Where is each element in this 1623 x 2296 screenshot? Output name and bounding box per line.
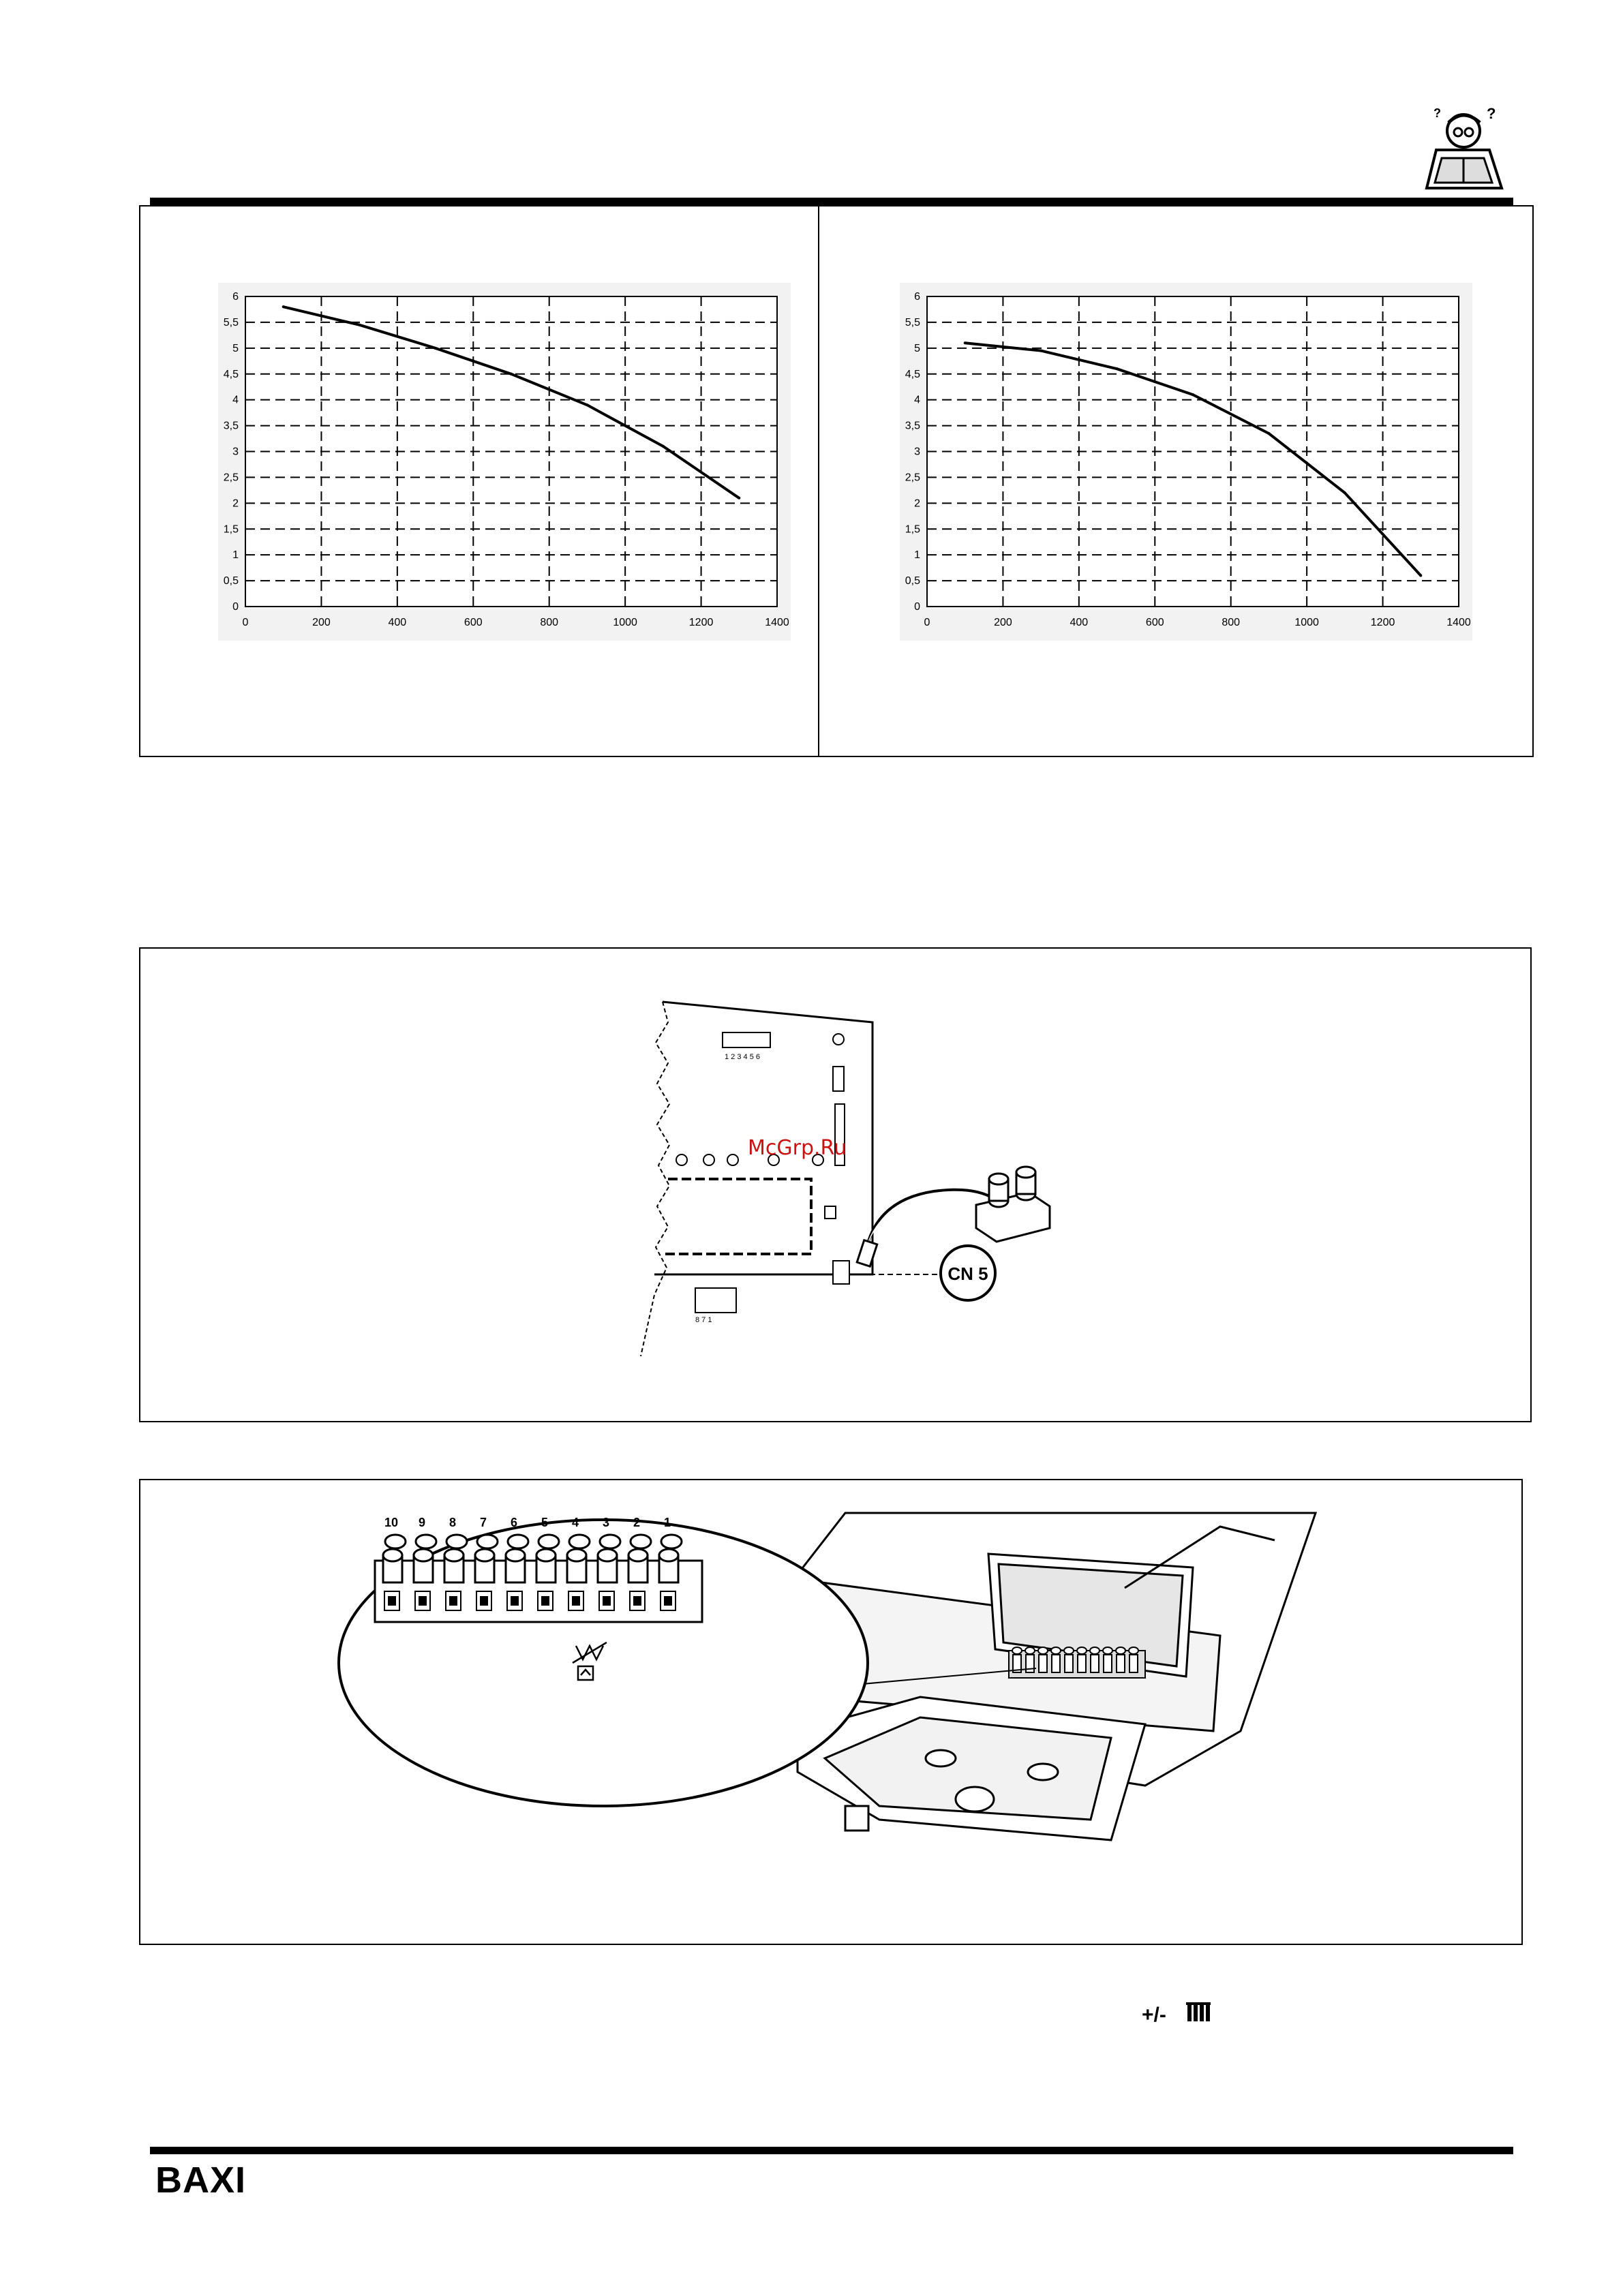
pump-curve-point bbox=[1116, 367, 1119, 370]
terminal-screw-top bbox=[446, 1535, 467, 1548]
housing-terminal-screw bbox=[1064, 1647, 1074, 1654]
pump-curve-point bbox=[282, 305, 285, 308]
pump-curve-point bbox=[434, 347, 437, 350]
terminal-wire-hole bbox=[572, 1596, 580, 1606]
terminal-wire-hole bbox=[388, 1596, 396, 1606]
x-tick-label: 800 bbox=[540, 617, 559, 628]
terminal-wire-hole bbox=[419, 1596, 427, 1606]
pump-curve-point bbox=[662, 445, 665, 448]
pcb-chip-outline bbox=[661, 1179, 811, 1254]
terminal-number: 9 bbox=[418, 1516, 426, 1529]
pcb-component bbox=[727, 1154, 738, 1165]
x-tick-label: 200 bbox=[312, 617, 331, 628]
terminal-wire-hole bbox=[511, 1596, 519, 1606]
pcb-lower-connector-label: 8 7 1 bbox=[695, 1316, 712, 1324]
pcb-torn-edge bbox=[641, 1002, 669, 1356]
cn5-connector bbox=[833, 1261, 849, 1284]
pump-curve-point bbox=[1040, 350, 1042, 352]
housing-terminal-screw bbox=[1116, 1647, 1125, 1654]
terminal-wire-hole bbox=[541, 1596, 549, 1606]
terminal-wire-hole bbox=[633, 1596, 641, 1606]
terminal-screw-head bbox=[628, 1549, 648, 1561]
x-tick-label: 1000 bbox=[1294, 617, 1319, 628]
pump-curve-point bbox=[510, 373, 513, 376]
terminal-wire-hole bbox=[664, 1596, 672, 1606]
terminal-screw-top bbox=[477, 1535, 498, 1548]
terminal-screw-top bbox=[600, 1535, 620, 1548]
y-tick-label: 4 bbox=[232, 394, 239, 406]
y-tick-label: 1,5 bbox=[223, 523, 239, 536]
housing-terminal-screw bbox=[1012, 1647, 1022, 1654]
pcb-lower-connector bbox=[695, 1288, 736, 1313]
terminal-number: 7 bbox=[479, 1516, 487, 1529]
x-tick-label: 400 bbox=[388, 617, 407, 628]
x-tick-label: 0 bbox=[924, 617, 930, 628]
housing-terminal-screw bbox=[1025, 1647, 1035, 1654]
terminal-screw-top bbox=[385, 1535, 406, 1548]
y-tick-label: 1,5 bbox=[905, 523, 920, 536]
baxi-logo: BAXI bbox=[155, 2160, 247, 2201]
header-rule bbox=[150, 198, 1513, 205]
pump-curves-divider bbox=[818, 205, 819, 757]
terminal-screw-head bbox=[567, 1549, 586, 1561]
x-tick-label: 400 bbox=[1070, 617, 1089, 628]
y-tick-label: 3 bbox=[914, 446, 920, 458]
x-tick-label: 1000 bbox=[613, 617, 637, 628]
terminal-screw-top bbox=[631, 1535, 651, 1548]
x-tick-label: 600 bbox=[1145, 617, 1164, 628]
housing-terminal-screw bbox=[1051, 1647, 1061, 1654]
terminal-screw-top bbox=[661, 1535, 682, 1548]
housing-terminal-body bbox=[1091, 1655, 1099, 1672]
watermark-text: McGrp.Ru bbox=[748, 1136, 847, 1160]
y-tick-label: 3,5 bbox=[223, 420, 239, 432]
housing-terminal-body bbox=[1039, 1655, 1047, 1672]
x-tick-label: 600 bbox=[464, 617, 483, 628]
terminal-screw-head bbox=[414, 1549, 433, 1561]
housing-terminal-body bbox=[1065, 1655, 1073, 1672]
pump-curve-point bbox=[1344, 491, 1346, 494]
y-tick-label: 5,5 bbox=[223, 316, 239, 328]
y-tick-label: 0,5 bbox=[905, 575, 920, 587]
terminal-screw-head bbox=[444, 1549, 464, 1561]
two-way-terminal-block bbox=[976, 1167, 1050, 1242]
y-tick-label: 0 bbox=[914, 601, 920, 613]
pcb-small-chip bbox=[825, 1206, 836, 1219]
terminal-screw-head bbox=[598, 1549, 617, 1561]
y-tick-label: 3,5 bbox=[905, 420, 920, 432]
y-tick-label: 3 bbox=[232, 446, 239, 458]
reading-engineer-icon bbox=[1421, 102, 1513, 198]
terminal-screw-top bbox=[539, 1535, 559, 1548]
terminal-screw-head bbox=[475, 1549, 494, 1561]
y-tick-label: 5 bbox=[232, 342, 239, 354]
svg-text:?: ? bbox=[1487, 105, 1496, 122]
terminal-number: 2 bbox=[633, 1516, 641, 1529]
pcb-mount-hole bbox=[833, 1034, 844, 1045]
y-tick-label: 4 bbox=[914, 394, 920, 406]
y-tick-label: 2,5 bbox=[905, 472, 920, 484]
pump-curve-chart-left bbox=[204, 276, 818, 647]
plus-minus-text: +/- bbox=[1142, 2004, 1166, 2026]
radiator-icon bbox=[1186, 2001, 1211, 2024]
y-tick-label: 0,5 bbox=[223, 575, 239, 587]
cn5-cable-plug bbox=[857, 1240, 877, 1267]
pcb-header-connector bbox=[723, 1032, 770, 1047]
y-tick-label: 4,5 bbox=[223, 368, 239, 380]
pump-curve-point bbox=[1192, 393, 1194, 396]
terminal-number: 10 bbox=[384, 1516, 399, 1529]
pcb-side-connector bbox=[833, 1067, 844, 1091]
y-tick-label: 5,5 bbox=[905, 316, 920, 328]
terminal-screw-head bbox=[383, 1549, 402, 1561]
y-tick-label: 1 bbox=[232, 549, 239, 562]
terminal-number: 8 bbox=[449, 1516, 457, 1529]
pcb-component bbox=[703, 1154, 714, 1165]
y-tick-label: 6 bbox=[914, 291, 920, 303]
housing-terminal-screw bbox=[1090, 1647, 1099, 1654]
x-tick-label: 1200 bbox=[688, 617, 714, 628]
terminal-screw-head bbox=[536, 1549, 556, 1561]
y-tick-label: 2,5 bbox=[223, 472, 239, 484]
housing-terminal-screw bbox=[1103, 1647, 1112, 1654]
housing-terminal-screw bbox=[1038, 1647, 1048, 1654]
terminal-screw-top bbox=[569, 1535, 590, 1548]
housing-terminal-screw bbox=[1129, 1647, 1138, 1654]
x-tick-label: 800 bbox=[1222, 617, 1241, 628]
svg-text:?: ? bbox=[1434, 106, 1441, 120]
cn5-label: CN 5 bbox=[947, 1264, 988, 1284]
terminal-number: 6 bbox=[510, 1516, 518, 1529]
pcb-header-pin-label: 1 2 3 4 5 6 bbox=[725, 1053, 760, 1061]
x-tick-label: 200 bbox=[994, 617, 1012, 628]
housing-terminal-body bbox=[1052, 1655, 1060, 1672]
terminal-number: 3 bbox=[602, 1516, 610, 1529]
pump-curve-point bbox=[964, 341, 967, 344]
pump-curve-point bbox=[586, 403, 588, 406]
y-tick-label: 6 bbox=[232, 291, 239, 303]
pump-curve-chart-right bbox=[886, 276, 1500, 647]
housing-terminal-screw bbox=[1077, 1647, 1087, 1654]
y-tick-label: 2 bbox=[914, 498, 920, 510]
pump-curve-point bbox=[738, 497, 740, 500]
x-tick-label: 0 bbox=[242, 617, 249, 628]
terminal-wire-hole bbox=[480, 1596, 488, 1606]
terminal-block-diagram bbox=[320, 1499, 1397, 1922]
footer-rule bbox=[150, 2147, 1513, 2154]
y-tick-label: 1 bbox=[914, 549, 920, 562]
terminal-wire-hole bbox=[449, 1596, 457, 1606]
pcb-component bbox=[676, 1154, 687, 1165]
terminal-screw-head bbox=[659, 1549, 678, 1561]
y-tick-label: 2 bbox=[232, 498, 239, 510]
housing-terminal-body bbox=[1078, 1655, 1086, 1672]
terminal-number: 5 bbox=[541, 1516, 549, 1529]
pcb-wiring-diagram bbox=[613, 975, 1091, 1370]
terminal-wire-hole bbox=[603, 1596, 611, 1606]
housing-terminal-body bbox=[1104, 1655, 1112, 1672]
terminal-screw-head bbox=[506, 1549, 525, 1561]
terminal-number: 1 bbox=[663, 1516, 671, 1529]
x-tick-label: 1400 bbox=[765, 617, 789, 628]
y-tick-label: 5 bbox=[914, 342, 920, 354]
x-tick-label: 1400 bbox=[1446, 617, 1471, 628]
pump-curve-point bbox=[1267, 432, 1270, 435]
x-tick-label: 1200 bbox=[1370, 617, 1395, 628]
pump-curve-point bbox=[1419, 575, 1422, 577]
y-tick-label: 4,5 bbox=[905, 368, 920, 380]
terminal-number: 4 bbox=[571, 1516, 579, 1529]
terminal-screw-top bbox=[508, 1535, 528, 1548]
terminal-screw-top bbox=[416, 1535, 436, 1548]
housing-terminal-body bbox=[1129, 1655, 1138, 1672]
y-tick-label: 0 bbox=[232, 601, 239, 613]
housing-terminal-body bbox=[1117, 1655, 1125, 1672]
pump-curve-point bbox=[358, 324, 361, 326]
